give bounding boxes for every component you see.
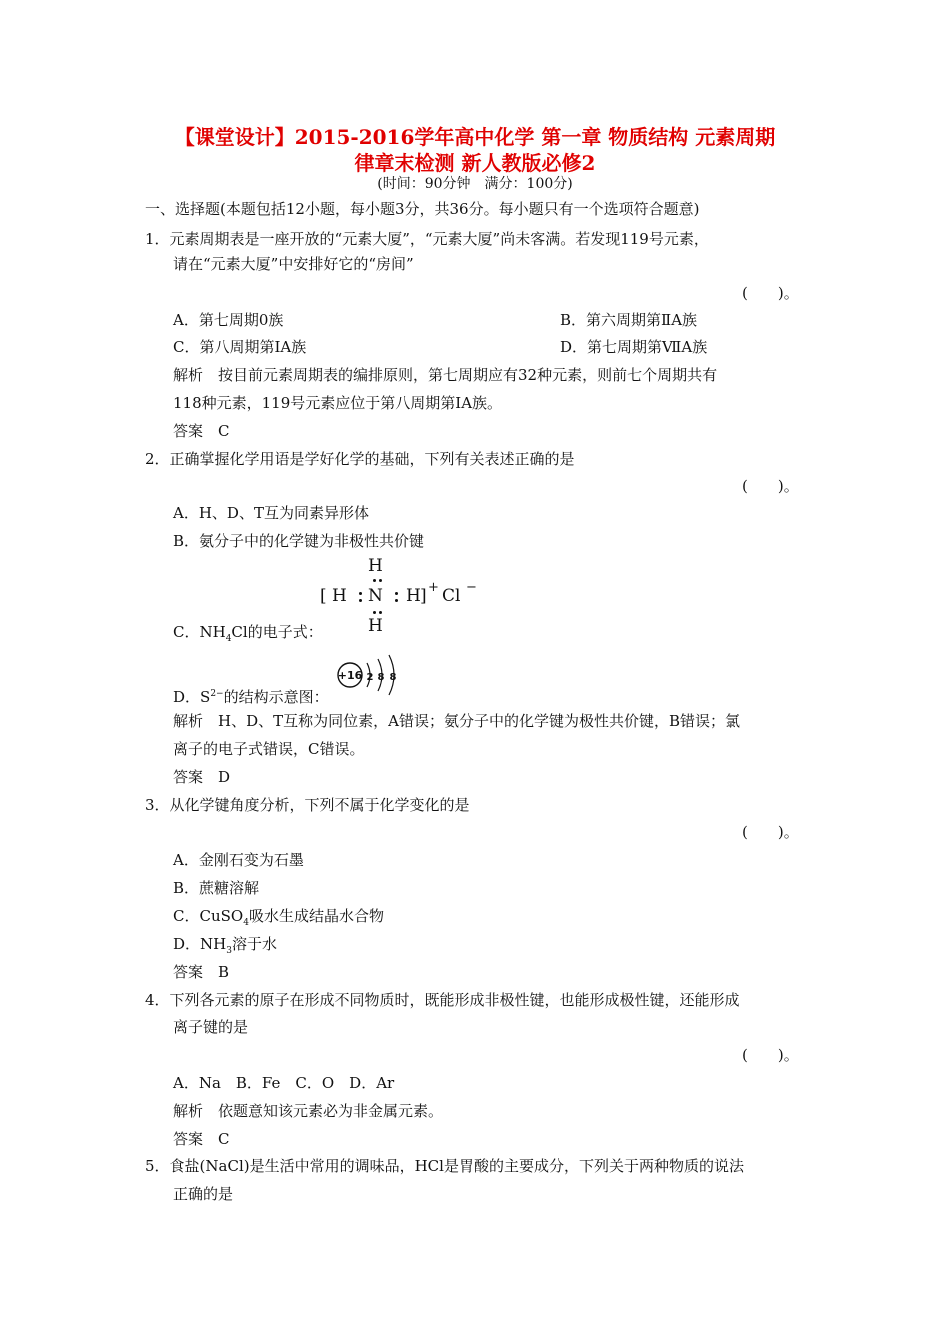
formula-center-n: N xyxy=(368,586,383,606)
formula-plus-charge: + xyxy=(428,580,439,595)
electron-dot xyxy=(379,579,382,582)
q3-answer: 答案 B xyxy=(173,963,230,981)
q1-analysis-line1: 解析 按目前元素周期表的编排原则，第七周期应有32种元素，则前七个周期共有 xyxy=(173,366,718,384)
q2-answer-paren: ( )。 xyxy=(742,477,799,495)
q3-option-c-prefix: C．CuSO xyxy=(173,907,244,925)
q3-answer-paren: ( )。 xyxy=(742,823,799,841)
q3-stem: 3．从化学键角度分析，下列不属于化学变化的是 xyxy=(145,796,470,814)
shell-2-count: 8 xyxy=(377,672,385,683)
nucleus-charge: +16 xyxy=(337,669,363,682)
q3-option-b: B．蔗糖溶解 xyxy=(173,879,260,897)
q2-analysis-line2: 离子的电子式错误，C错误。 xyxy=(173,740,365,758)
q4-stem-line1: 4．下列各元素的原子在形成不同物质时，既能形成非极性键，也能形成极性键，还能形成 xyxy=(145,991,740,1009)
q2-option-c-suffix: Cl的电子式： xyxy=(231,623,323,641)
q1-option-c: C．第八周期第ⅠA族 xyxy=(173,338,307,356)
q2-stem: 2．正确掌握化学用语是学好化学的基础，下列有关表述正确的是 xyxy=(145,450,575,468)
q3-option-c-subscript: 4 xyxy=(243,918,249,928)
q2-option-d xyxy=(173,684,329,707)
document-title-line1: 【课堂设计】2015-2016学年高中化学 第一章 物质结构 元素周期 xyxy=(174,125,776,149)
formula-right-h: H xyxy=(406,586,421,606)
electron-dot xyxy=(395,592,398,595)
q2-analysis-line1: 解析 H、D、T互称为同位素，A错误；氨分子中的化学键为极性共价键，B错误；氯 xyxy=(173,712,740,730)
shell-1-count: 2 xyxy=(366,672,374,683)
formula-minus-charge: − xyxy=(466,580,477,595)
q2-option-c-subscript: 4 xyxy=(225,634,232,644)
q1-analysis-line2: 118种元素，119号元素应位于第八周期第ⅠA族。 xyxy=(173,394,503,412)
q4-analysis: 解析 依题意知该元素必为非金属元素。 xyxy=(173,1102,444,1120)
q2-option-d-superscript: 2− xyxy=(210,689,224,699)
q2-option-a: A．H、D、T互为同素异形体 xyxy=(173,504,369,522)
q2-option-c xyxy=(173,622,323,649)
q3-option-d-prefix: D．NH xyxy=(173,935,227,953)
shell-3-count: 8 xyxy=(389,672,397,683)
electron-dot xyxy=(395,599,398,602)
q3-option-d xyxy=(173,934,277,961)
q1-option-d: D．第七周期第ⅦA族 xyxy=(560,338,708,356)
q1-option-b: B．第六周期第ⅡA族 xyxy=(560,311,698,329)
q1-answer-paren: ( )。 xyxy=(742,284,799,302)
ammonium-chloride-electron-formula xyxy=(318,556,488,636)
formula-top-h: H xyxy=(368,556,383,576)
q1-stem-line1: 1．元素周期表是一座开放的“元素大厦”，“元素大厦”尚未客满。若发现119号元素， xyxy=(145,230,709,248)
q3-option-d-suffix: 溶于水 xyxy=(231,935,277,953)
q2-option-d-prefix: D．S xyxy=(173,688,211,706)
q5-stem-line1: 5．食盐(NaCl)是生活中常用的调味品，HCl是胃酸的主要成分，下列关于两种物质的说法 xyxy=(145,1157,744,1175)
q1-answer: 答案 C xyxy=(173,422,230,440)
q4-options: A．Na B．Fe C．O D．Ar xyxy=(173,1074,395,1092)
exam-time-score: (时间：90分钟 满分：100分) xyxy=(377,176,573,192)
formula-left-h: H xyxy=(332,586,347,606)
q2-answer: 答案 D xyxy=(173,768,231,786)
formula-bottom-h: H xyxy=(368,616,383,636)
q3-option-c-suffix: 吸水生成结晶水合物 xyxy=(248,907,384,925)
electron-dot xyxy=(379,611,382,614)
q3-option-c xyxy=(173,906,384,933)
electron-dot xyxy=(359,592,362,595)
formula-open-bracket: [ xyxy=(320,586,327,606)
electron-dot xyxy=(373,579,376,582)
q4-answer-paren: ( )。 xyxy=(742,1046,799,1064)
sulfide-ion-structure-diagram xyxy=(336,651,406,697)
q3-option-d-subscript: 3 xyxy=(226,946,232,956)
electron-dot xyxy=(373,611,376,614)
document-title-line2: 律章末检测 新人教版必修2 xyxy=(354,151,596,175)
q2-option-b: B．氨分子中的化学键为非极性共价键 xyxy=(173,532,425,550)
q2-option-c-prefix: C．NH xyxy=(173,623,226,641)
electron-dot xyxy=(359,599,362,602)
q3-option-a: A．金刚石变为石墨 xyxy=(173,851,304,869)
q1-option-a: A．第七周期0族 xyxy=(173,311,284,329)
formula-close-bracket: ] xyxy=(420,586,427,606)
section-heading: 一、选择题(本题包括12小题，每小题3分，共36分。每小题只有一个选项符合题意) xyxy=(145,200,700,218)
q4-stem-line2: 离子键的是 xyxy=(173,1018,249,1036)
q5-stem-line2: 正确的是 xyxy=(173,1185,234,1203)
q4-answer: 答案 C xyxy=(173,1130,230,1148)
q2-option-d-suffix: 的结构示意图： xyxy=(223,688,329,706)
q1-stem-line2: 请在“元素大厦”中安排好它的“房间” xyxy=(173,255,414,273)
formula-cl: Cl xyxy=(442,586,461,606)
